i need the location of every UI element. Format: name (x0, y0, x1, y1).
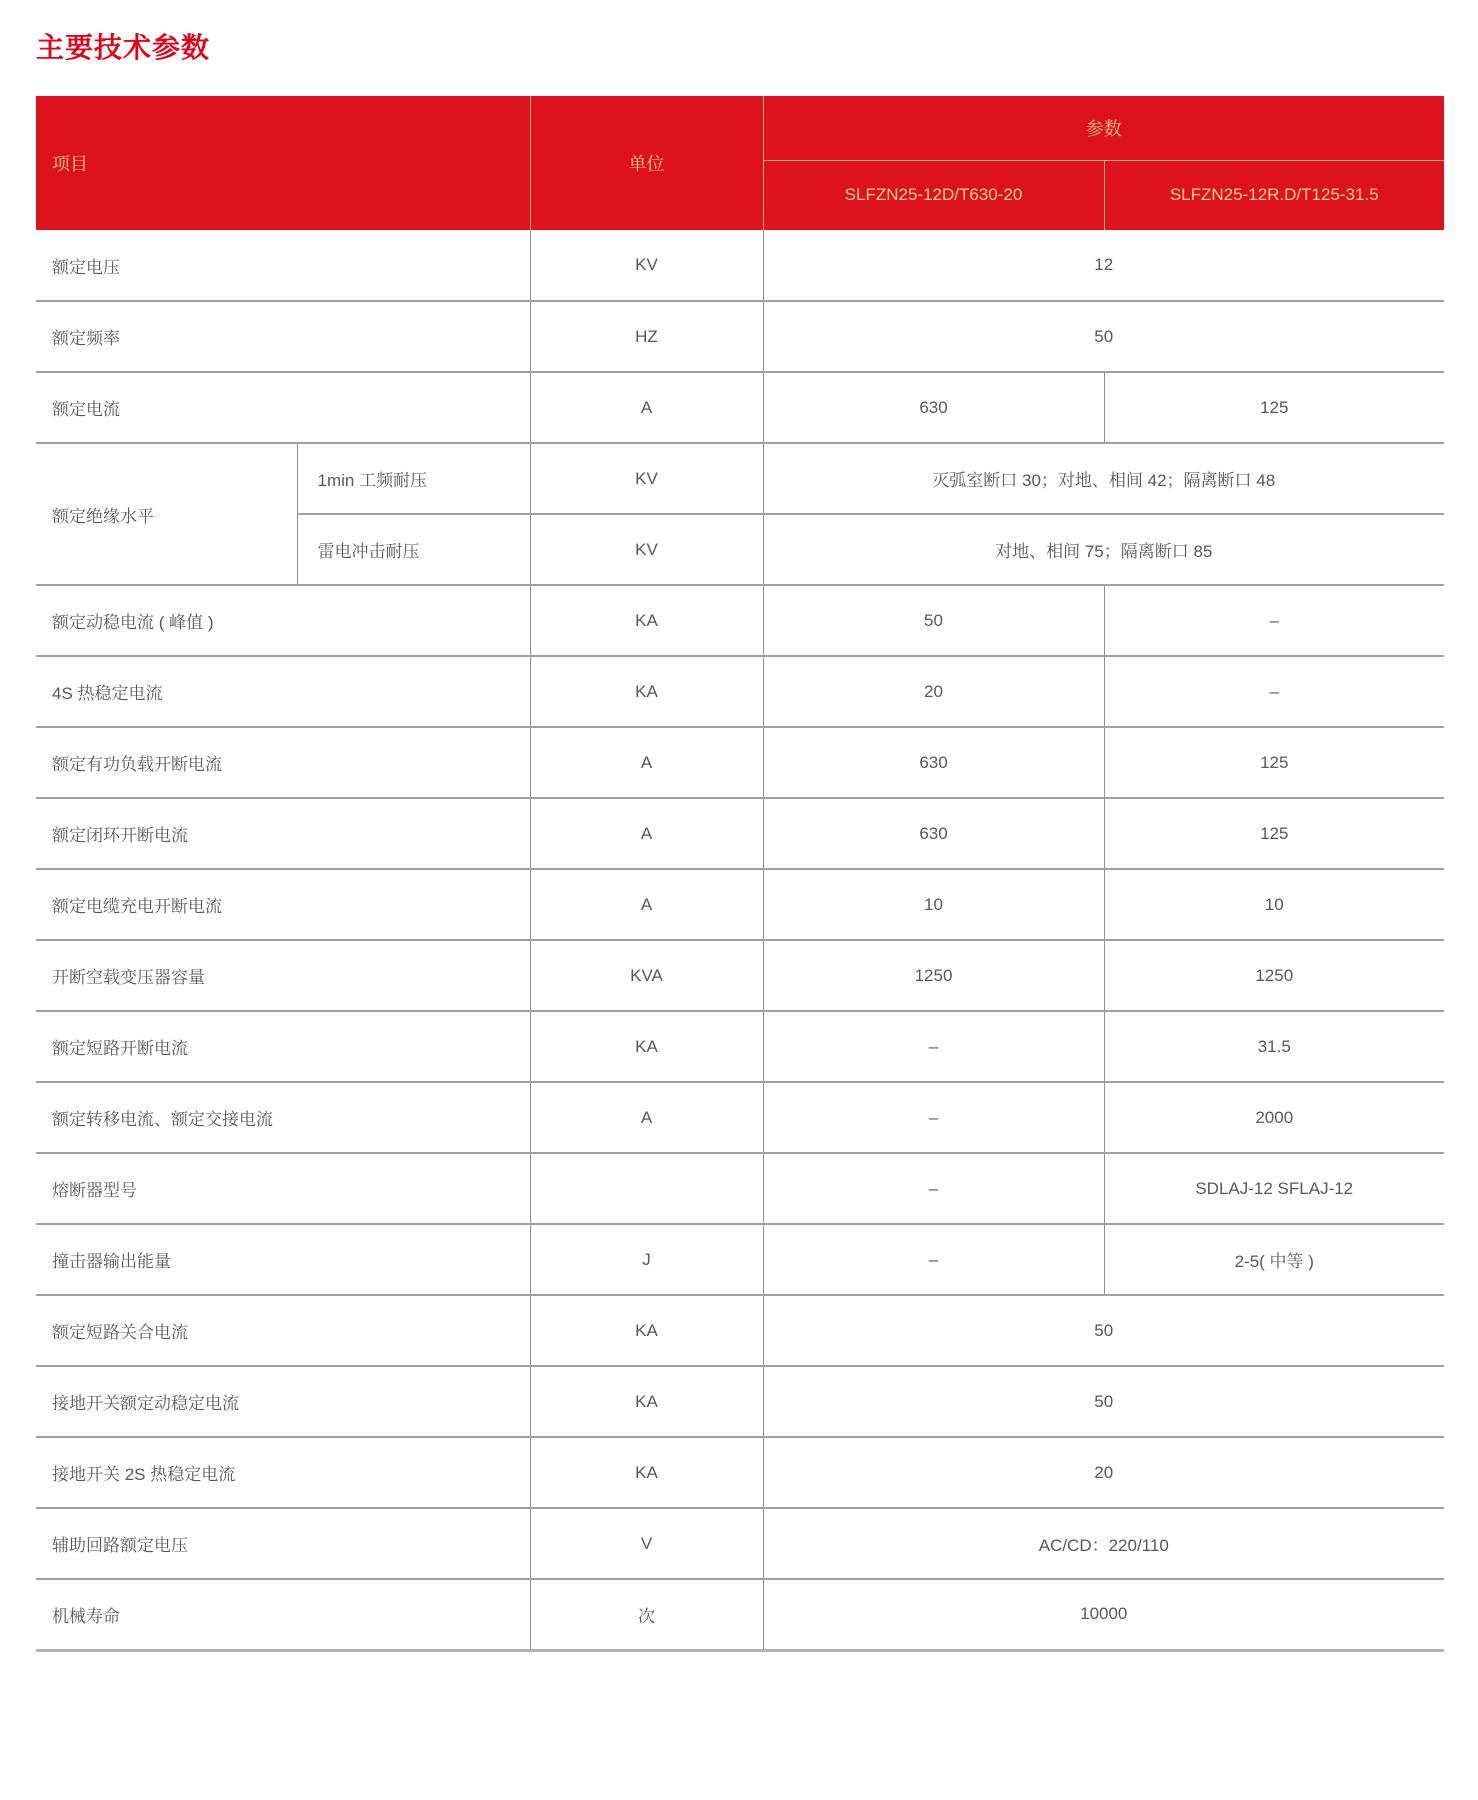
table-row (36, 1437, 1444, 1508)
row-value-both: 对地、相间 75；隔离断口 85 (763, 514, 1444, 585)
row-value-both: 10000 (763, 1579, 1444, 1650)
row-unit: KA (530, 1366, 763, 1437)
header-unit: 单位 (530, 96, 763, 230)
row-label: 额定短路关合电流 (36, 1295, 530, 1366)
table-row (36, 1224, 1444, 1295)
row-unit: KA (530, 1295, 763, 1366)
row-label: 熔断器型号 (36, 1153, 530, 1224)
row-value-model1: – (763, 1082, 1104, 1153)
table-header (36, 96, 1444, 230)
row-label: 额定闭环开断电流 (36, 798, 530, 869)
row-value-both: 50 (763, 301, 1444, 372)
row-value-model1: – (763, 1011, 1104, 1082)
row-value-model2: 2-5( 中等 ) (1104, 1224, 1444, 1295)
row-unit: A (530, 798, 763, 869)
row-label: 额定电缆充电开断电流 (36, 869, 530, 940)
row-unit: V (530, 1508, 763, 1579)
header-model-1: SLFZN25-12D/T630-20 (763, 160, 1104, 230)
table-row (36, 1011, 1444, 1082)
row-value-model1: 630 (763, 798, 1104, 869)
page-title: 主要技术参数 (36, 32, 211, 63)
row-value-both: AC/CD：220/110 (763, 1508, 1444, 1579)
row-value-model2: 1250 (1104, 940, 1444, 1011)
row-label: 接地开关 2S 热稳定电流 (36, 1437, 530, 1508)
row-value-model1: – (763, 1224, 1104, 1295)
row-value-both: 灭弧室断口 30；对地、相间 42；隔离断口 48 (763, 443, 1444, 514)
row-group-label: 额定绝缘水平 (36, 443, 297, 585)
table-row (36, 1082, 1444, 1153)
row-value-model1: – (763, 1153, 1104, 1224)
table-row (36, 443, 1444, 514)
row-unit: KV (530, 230, 763, 301)
row-label: 额定转移电流、额定交接电流 (36, 1082, 530, 1153)
row-label: 开断空载变压器容量 (36, 940, 530, 1011)
table-row (36, 1295, 1444, 1366)
row-value-model2: 125 (1104, 798, 1444, 869)
row-unit: HZ (530, 301, 763, 372)
row-unit: A (530, 372, 763, 443)
row-unit: A (530, 869, 763, 940)
table-row (36, 798, 1444, 869)
table-row (36, 372, 1444, 443)
row-label: 额定动稳电流 ( 峰值 ) (36, 585, 530, 656)
table-row (36, 1366, 1444, 1437)
row-value-model2: SDLAJ-12 SFLAJ-12 (1104, 1153, 1444, 1224)
row-label: 辅助回路额定电压 (36, 1508, 530, 1579)
row-value-model2: – (1104, 656, 1444, 727)
row-value-both: 20 (763, 1437, 1444, 1508)
row-unit: KV (530, 443, 763, 514)
row-unit: KVA (530, 940, 763, 1011)
row-value-model2: 125 (1104, 727, 1444, 798)
header-row-top (36, 96, 1444, 160)
row-sublabel: 1min 工频耐压 (297, 443, 530, 514)
row-unit: KA (530, 1437, 763, 1508)
row-label: 额定有功负载开断电流 (36, 727, 530, 798)
row-value-model2: – (1104, 585, 1444, 656)
row-unit: J (530, 1224, 763, 1295)
header-param: 参数 (763, 96, 1444, 160)
row-unit: KA (530, 585, 763, 656)
row-unit: A (530, 1082, 763, 1153)
row-sublabel: 雷电冲击耐压 (297, 514, 530, 585)
table-row (36, 301, 1444, 372)
row-label: 4S 热稳定电流 (36, 656, 530, 727)
header-item: 项目 (36, 96, 530, 230)
table-body (36, 230, 1444, 1650)
table-row (36, 585, 1444, 656)
row-value-model2: 10 (1104, 869, 1444, 940)
row-label: 额定频率 (36, 301, 530, 372)
row-value-model1: 630 (763, 372, 1104, 443)
row-value-both: 50 (763, 1366, 1444, 1437)
row-value-model1: 20 (763, 656, 1104, 727)
row-unit: 次 (530, 1579, 763, 1650)
table-row (36, 230, 1444, 301)
row-label: 额定电压 (36, 230, 530, 301)
row-unit (530, 1153, 763, 1224)
row-value-model2: 31.5 (1104, 1011, 1444, 1082)
row-value-model1: 630 (763, 727, 1104, 798)
row-label: 额定短路开断电流 (36, 1011, 530, 1082)
table-row (36, 940, 1444, 1011)
table-row (36, 656, 1444, 727)
row-label: 接地开关额定动稳定电流 (36, 1366, 530, 1437)
row-unit: KA (530, 1011, 763, 1082)
row-unit: KV (530, 514, 763, 585)
table-row (36, 869, 1444, 940)
table-row (36, 1153, 1444, 1224)
row-value-model2: 2000 (1104, 1082, 1444, 1153)
table-row (36, 727, 1444, 798)
row-value-model1: 10 (763, 869, 1104, 940)
row-label: 机械寿命 (36, 1579, 530, 1650)
table-row (36, 1508, 1444, 1579)
table-row (36, 1579, 1444, 1650)
row-value-model2: 125 (1104, 372, 1444, 443)
header-model-2: SLFZN25-12R.D/T125-31.5 (1104, 160, 1444, 230)
row-value-both: 50 (763, 1295, 1444, 1366)
row-value-both: 12 (763, 230, 1444, 301)
row-unit: KA (530, 656, 763, 727)
row-value-model1: 50 (763, 585, 1104, 656)
spec-table (36, 96, 1444, 1652)
row-label: 撞击器输出能量 (36, 1224, 530, 1295)
row-label: 额定电流 (36, 372, 530, 443)
row-unit: A (530, 727, 763, 798)
row-value-model1: 1250 (763, 940, 1104, 1011)
